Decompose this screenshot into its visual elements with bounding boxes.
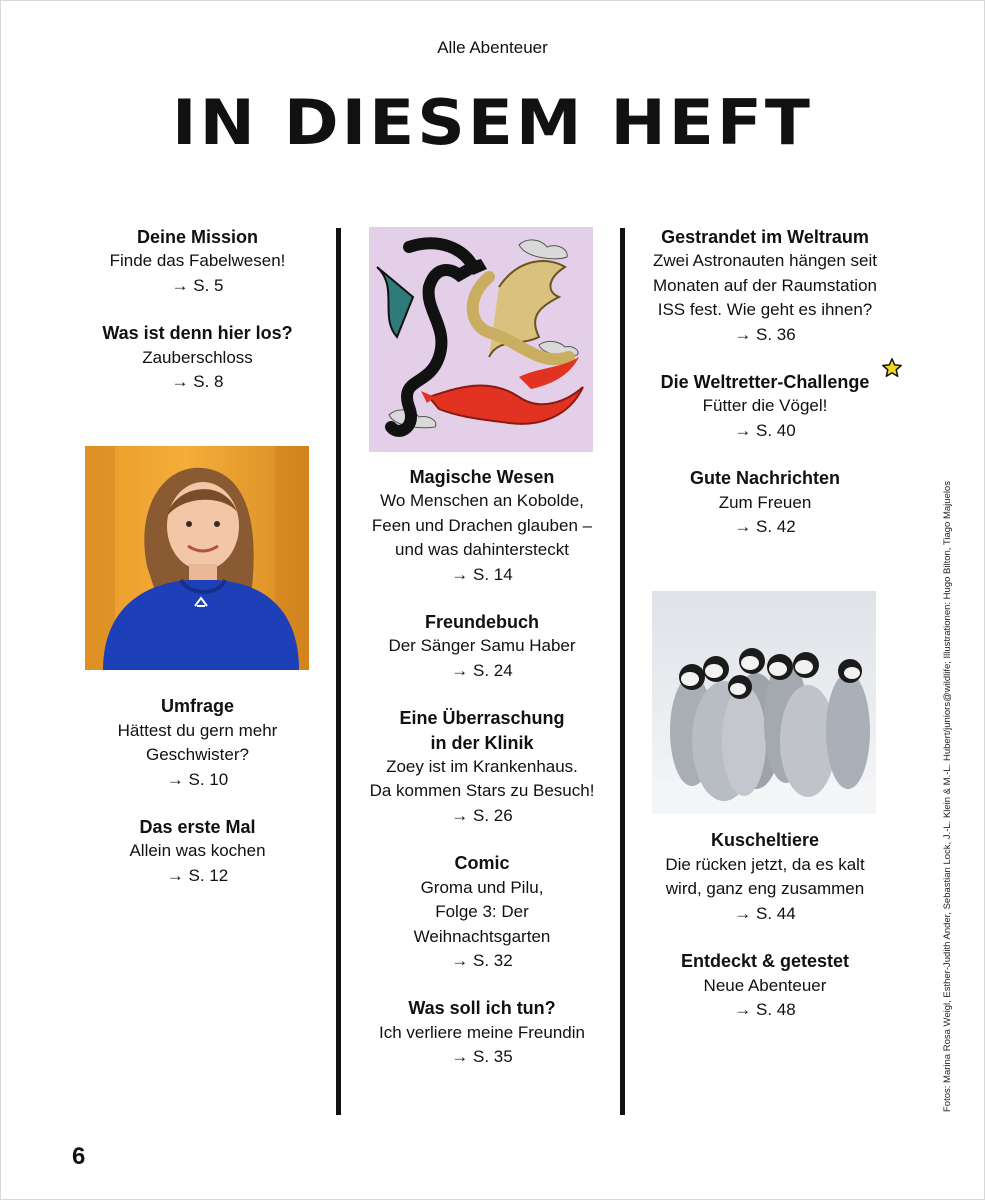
entry-page-ref[interactable]: → S. 14 xyxy=(451,564,513,584)
entry-page-ref[interactable]: → S. 48 xyxy=(734,999,796,1019)
entry-title: Die Weltretter-Challenge xyxy=(660,372,870,393)
photo-credits: Fotos: Marina Rosa Weigl, Esther-Judith Ander, Sebastian Lock, J.-L. Klein & M.-L. Hubert/juniors@wildlife; Illustrationen: Hugo Bilton, Tiago Majuelos xyxy=(942,481,953,1112)
entry-description: Hättest du gern mehr Geschwister? xyxy=(117,720,278,765)
entry-title: Freundebuch xyxy=(424,612,539,633)
entry-page-ref[interactable]: → S. 26 xyxy=(451,805,513,825)
entry-description: Allein was kochen xyxy=(129,841,266,861)
entry-page-ref[interactable]: → S. 10 xyxy=(166,769,229,789)
penguins-photo[interactable] xyxy=(652,591,876,814)
entry-page-ref[interactable]: → S. 36 xyxy=(734,324,796,344)
entry-title: Gestrandet im Weltraum xyxy=(661,227,869,247)
toc-entry[interactable] xyxy=(342,996,622,1069)
entry-page-ref[interactable]: → S. 35 xyxy=(451,1047,513,1067)
toc-entry[interactable] xyxy=(342,610,622,683)
entry-title: Entdeckt & getestet xyxy=(680,951,850,972)
entry-description: Finde das Fabelwesen! xyxy=(109,251,286,271)
entry-description: Zum Freuen xyxy=(718,492,812,512)
toc-entry[interactable] xyxy=(625,828,905,926)
entry-title: Magische Wesen xyxy=(409,467,555,487)
entry-description: Zwei Astronauten hängen seit Monaten auf der Raumstation ISS fest. Wie geht es ihnen? xyxy=(653,251,877,320)
entry-title: Was ist denn hier los? xyxy=(102,323,293,344)
entry-title: Comic xyxy=(454,853,510,874)
entry-page-ref[interactable]: → S. 44 xyxy=(734,903,796,923)
toc-entry[interactable] xyxy=(55,321,340,394)
entry-description: Fütter die Vögel! xyxy=(702,396,828,416)
toc-entry[interactable] xyxy=(342,465,622,587)
toc-entry[interactable] xyxy=(55,225,340,298)
entry-description: Der Sänger Samu Haber xyxy=(388,636,576,656)
toc-entry[interactable] xyxy=(55,694,340,792)
entry-title: Eine Überraschung in der Klinik xyxy=(399,708,565,753)
star-icon xyxy=(881,357,903,379)
page-title: IN DIESEM HEFT xyxy=(172,85,813,160)
toc-entry[interactable] xyxy=(342,706,622,828)
survey-photo[interactable] xyxy=(85,446,309,670)
toc-entry[interactable] xyxy=(625,949,905,1022)
entry-page-ref[interactable]: → S. 8 xyxy=(171,372,224,392)
entry-description: Zauberschloss xyxy=(142,347,253,367)
entry-title: Was soll ich tun? xyxy=(408,998,556,1019)
entry-title: Umfrage xyxy=(160,696,235,717)
entry-title: Gute Nachrichten xyxy=(689,468,841,489)
entry-page-ref[interactable]: → S. 40 xyxy=(734,420,796,440)
entry-description: Ich verliere meine Freundin xyxy=(379,1022,585,1042)
column-divider xyxy=(336,228,341,1115)
entry-page-ref[interactable]: → S. 24 xyxy=(451,660,513,680)
page-number: 6 xyxy=(72,1143,86,1170)
entry-title: Kuscheltiere xyxy=(710,830,820,851)
entry-description: Groma und Pilu, Folge 3: Der Weihnachtsgarten xyxy=(413,877,551,946)
entry-description: Die rücken jetzt, da es kalt wird, ganz eng zusammen xyxy=(665,854,865,899)
dragons-illustration xyxy=(369,227,593,452)
entry-title: Das erste Mal xyxy=(139,817,256,838)
toc-entry[interactable] xyxy=(342,851,622,973)
column-divider xyxy=(620,228,625,1115)
toc-entry[interactable] xyxy=(625,370,905,443)
entry-page-ref[interactable]: → S. 32 xyxy=(451,950,513,970)
toc-entry[interactable] xyxy=(625,466,905,539)
girl-illustration xyxy=(85,446,309,670)
toc-entry[interactable] xyxy=(625,225,905,347)
entry-description: Wo Menschen an Kobolde, Feen und Drachen glauben – und was dahintersteckt xyxy=(371,491,593,560)
penguins-illustration xyxy=(652,591,876,814)
entry-page-ref[interactable]: → S. 42 xyxy=(734,517,796,537)
entry-title: Deine Mission xyxy=(136,227,259,247)
entry-description: Zoey ist im Krankenhaus. Da kommen Stars zu Besuch! xyxy=(369,757,595,801)
entry-page-ref[interactable]: → S. 5 xyxy=(171,275,224,295)
toc-entry[interactable] xyxy=(55,815,340,888)
entry-page-ref[interactable]: → S. 12 xyxy=(166,865,229,885)
section-kicker: Alle Abenteuer xyxy=(437,38,548,57)
magic-creatures-illustration[interactable] xyxy=(369,227,593,452)
entry-description: Neue Abenteuer xyxy=(703,975,827,995)
